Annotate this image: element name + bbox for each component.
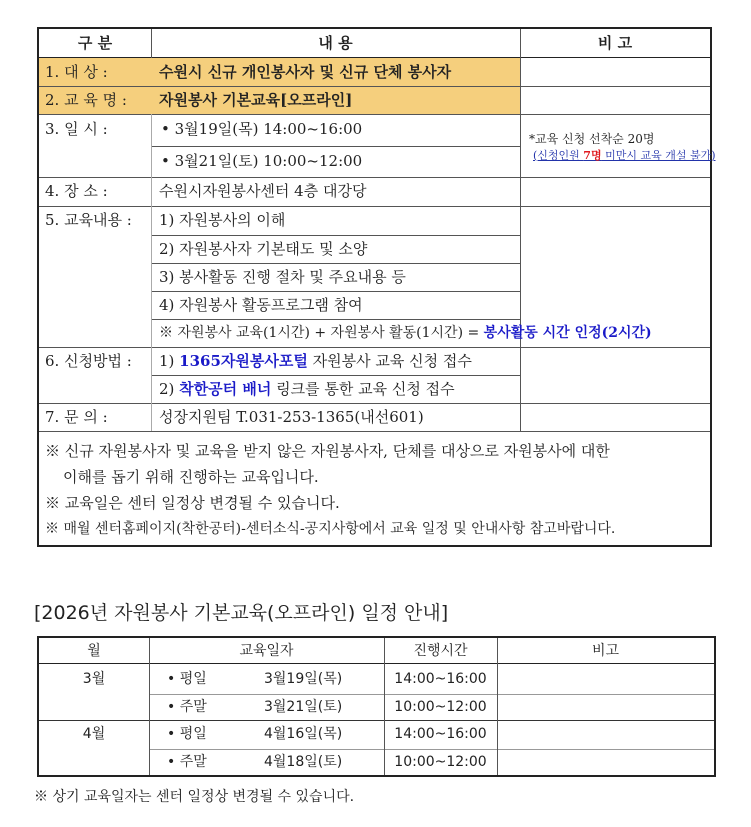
label-course-name: 2. 교 육 명 : bbox=[45, 91, 127, 109]
datetime-subnote: (신청인원 7명 미만시 교육 개설 불가) bbox=[533, 149, 716, 162]
day-type: • 평일 bbox=[167, 671, 207, 687]
label-location: 4. 장 소 : bbox=[45, 182, 108, 200]
apply-method-item: 1) 1365자원봉사포털 자원봉사 교육 신청 접수 bbox=[159, 352, 472, 370]
curriculum-item: 4) 자원봉사 활동프로그램 참여 bbox=[159, 296, 363, 314]
datetime-item: • 3월19일(목) 14:00~16:00 bbox=[161, 120, 363, 138]
datetime-item: • 3월21일(토) 10:00~12:00 bbox=[161, 152, 363, 170]
portal-link[interactable]: 1365자원봉사포털 bbox=[179, 352, 308, 370]
header-content: 내 용 bbox=[318, 34, 353, 52]
footnote: ※ 매월 센터홈페이지(착한공터)-센터소식-공지사항에서 교육 일정 및 안내사항 참고바랍니다. bbox=[45, 521, 616, 537]
month-label: 4월 bbox=[82, 726, 106, 742]
edu-time: 10:00~12:00 bbox=[394, 699, 487, 715]
header-category: 구 분 bbox=[77, 34, 113, 52]
course-name-content: 자원봉사 기본교육[오프라인] bbox=[159, 91, 353, 109]
schedule-title: [2026년 자원봉사 기본교육(오프라인) 일정 안내] bbox=[34, 602, 449, 624]
datetime-note: *교육 신청 선착순 20명 bbox=[529, 132, 655, 146]
curriculum-item: 3) 봉사활동 진행 절차 및 주요내용 등 bbox=[159, 268, 406, 286]
header-date: 교육일자 bbox=[239, 643, 294, 659]
label-target: 1. 대 상 : bbox=[45, 63, 108, 81]
header-month: 월 bbox=[87, 643, 101, 659]
edu-time: 14:00~16:00 bbox=[394, 671, 487, 687]
header-time: 진행시간 bbox=[413, 643, 468, 659]
label-curriculum: 5. 교육내용 : bbox=[45, 211, 132, 229]
day-type: • 주말 bbox=[167, 754, 207, 770]
edu-time: 14:00~16:00 bbox=[394, 726, 487, 742]
contact-content: 성장지원팀 T.031-253-1365(내선601) bbox=[159, 408, 424, 426]
curriculum-item: 2) 자원봉사자 기본태도 및 소양 bbox=[159, 240, 368, 258]
header-remark: 비고 bbox=[591, 643, 620, 659]
day-type: • 주말 bbox=[167, 699, 207, 715]
notice-table bbox=[37, 27, 716, 547]
footnote: 이해를 돕기 위해 진행하는 교육입니다. bbox=[63, 468, 319, 486]
edu-date: 3월19일(목) bbox=[264, 671, 343, 687]
label-datetime: 3. 일 시 : bbox=[45, 120, 108, 138]
schedule-table bbox=[37, 636, 716, 777]
curriculum-extra: ※ 자원봉사 교육(1시간) + 자원봉사 활동(1시간) = 봉사활동 시간 인정(2시간) bbox=[159, 325, 652, 341]
label-contact: 7. 문 의 : bbox=[45, 408, 108, 426]
schedule-footnote: ※ 상기 교육일자는 센터 일정상 변경될 수 있습니다. bbox=[34, 789, 355, 805]
month-label: 3월 bbox=[82, 671, 106, 687]
footnote: ※ 신규 자원봉사자 및 교육을 받지 않은 자원봉사자, 단체를 대상으로 자원봉사에 대한 bbox=[45, 442, 610, 460]
banner-link[interactable]: 착한공터 배너 bbox=[179, 380, 272, 398]
edu-date: 4월18일(토) bbox=[264, 754, 343, 770]
edu-date: 4월16일(목) bbox=[264, 726, 343, 742]
target-content: 수원시 신규 개인봉사자 및 신규 단체 봉사자 bbox=[159, 63, 452, 81]
label-apply-method: 6. 신청방법 : bbox=[45, 352, 132, 370]
edu-time: 10:00~12:00 bbox=[394, 754, 487, 770]
location-content: 수원시자원봉사센터 4층 대강당 bbox=[159, 182, 367, 200]
header-remark: 비 고 bbox=[597, 34, 633, 52]
apply-method-item: 2) 착한공터 배너 링크를 통한 교육 신청 접수 bbox=[159, 380, 455, 398]
day-type: • 평일 bbox=[167, 726, 207, 742]
curriculum-item: 1) 자원봉사의 이해 bbox=[159, 211, 286, 229]
footnote: ※ 교육일은 센터 일정상 변경될 수 있습니다. bbox=[45, 494, 340, 512]
edu-date: 3월21일(토) bbox=[264, 699, 343, 715]
